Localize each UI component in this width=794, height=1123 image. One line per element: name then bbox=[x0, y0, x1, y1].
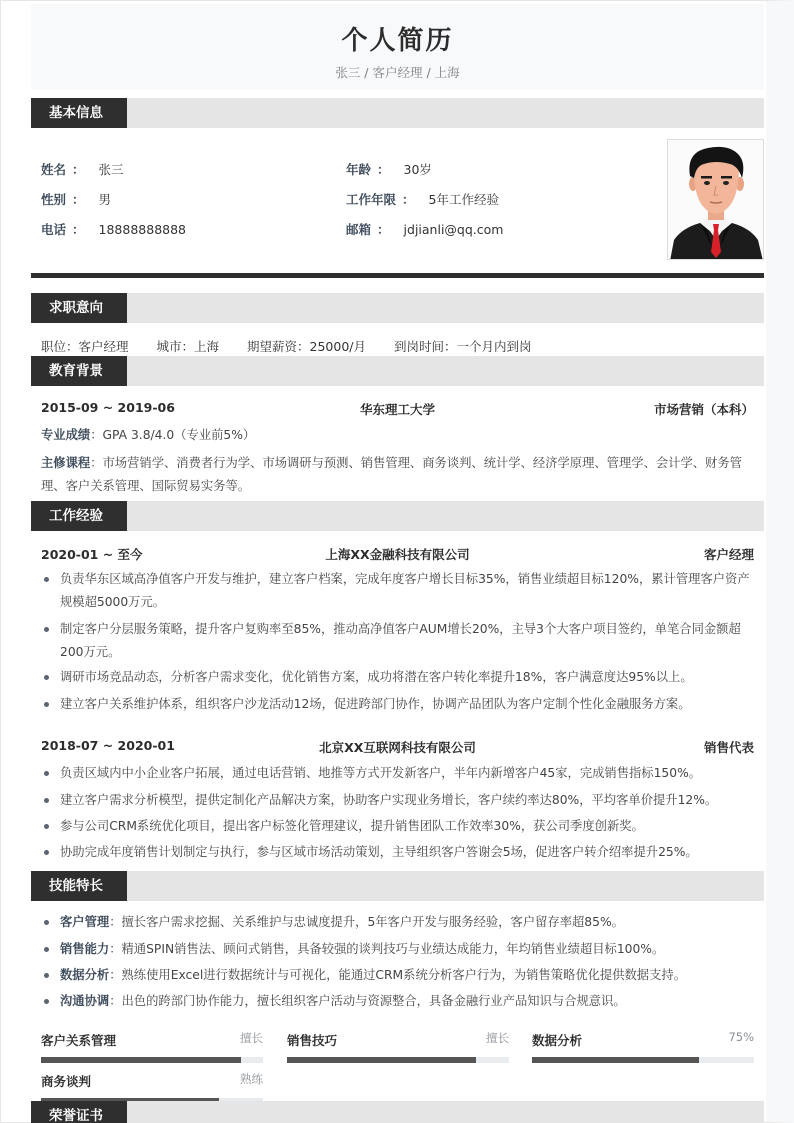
work-role: 销售代表 bbox=[703, 740, 754, 755]
skill-bar-fill bbox=[287, 1057, 476, 1063]
field-value: 张三 bbox=[98, 162, 124, 177]
courses-value: ：市场营销学、消费者行为学、市场调研与预测、销售管理、商务谈判、统计学、经济学原理、管理学、会计学、财务管理、客户关系管理、国际贸易实务等。 bbox=[41, 456, 742, 493]
work-header bbox=[41, 545, 754, 563]
section-basic-info bbox=[31, 98, 764, 128]
skill-bar-fill bbox=[532, 1057, 699, 1063]
education-school: 华东理工大学 bbox=[359, 402, 435, 417]
job-intent-row bbox=[41, 337, 560, 355]
field-email bbox=[346, 221, 503, 239]
divider bbox=[31, 273, 764, 278]
work-period: 2018-07 ~ 2020-01 bbox=[41, 738, 175, 753]
skill-bar-name: 数据分析 bbox=[532, 1033, 583, 1048]
section-education bbox=[31, 356, 764, 386]
work-bullet: 负责区域内中小企业客户拓展，通过电话营销、地推等方式开发新客户，半年内新增客户45家，完成销售指标150%。 bbox=[41, 762, 756, 785]
intent-position: 职位：客户经理 bbox=[41, 339, 129, 354]
skill-bar-fill bbox=[41, 1057, 241, 1063]
section-honors bbox=[31, 1101, 764, 1123]
skill-bar bbox=[41, 1071, 263, 1090]
skill-bar-track bbox=[287, 1057, 509, 1063]
skill-bar-level: 擅长 bbox=[486, 1031, 509, 1045]
skill-bar-track bbox=[41, 1057, 263, 1063]
field-value: 18888888888 bbox=[98, 222, 187, 237]
gpa-value: ：GPA 3.8/4.0（专业前5%） bbox=[90, 428, 256, 442]
work-bullet: 建立客户关系维护体系，组织客户沙龙活动12场，促进跨部门协作，协调产品团队为客户定制个性化金融服务方案。 bbox=[41, 693, 756, 716]
education-header bbox=[41, 400, 754, 415]
skill-text: ：熟练使用Excel进行数据统计与可视化，能通过CRM系统分析客户行为，为销售策略优化提供数据支持。 bbox=[109, 968, 686, 982]
education-major: 市场营销（本科） bbox=[653, 402, 754, 417]
field-label: 邮箱 bbox=[346, 222, 372, 237]
skill-label: 沟通协调 bbox=[60, 994, 110, 1008]
colon: ： bbox=[377, 162, 390, 177]
avatar bbox=[667, 139, 764, 260]
field-phone bbox=[41, 221, 186, 239]
skill-bar-name: 销售技巧 bbox=[287, 1033, 338, 1048]
field-value: 30岁 bbox=[403, 162, 432, 177]
education-period: 2015-09 ~ 2019-06 bbox=[41, 400, 175, 415]
skill-label: 客户管理 bbox=[60, 915, 110, 929]
intent-arrival: 到岗时间：一个月内到岗 bbox=[394, 339, 532, 354]
skill-bar-level: 75% bbox=[728, 1030, 754, 1044]
work-bullet: 制定客户分层服务策略，提升客户复购率至85%，推动高净值客户AUM增长20%，主导3个大客户项目签约，单笔合同金额超200万元。 bbox=[41, 618, 756, 663]
courses-label: 主修课程 bbox=[41, 456, 91, 470]
work-header bbox=[41, 738, 754, 753]
section-title: 求职意向 bbox=[31, 293, 127, 323]
field-value: 男 bbox=[98, 192, 112, 207]
skill-bar-level: 熟练 bbox=[240, 1072, 263, 1086]
section-skills bbox=[31, 871, 764, 901]
colon: ： bbox=[72, 222, 85, 237]
gpa-label: 专业成绩 bbox=[41, 428, 91, 442]
work-bullet: 建立客户需求分析模型，提供定制化产品解决方案，协助客户实现业务增长，客户续约率达80%，平均客单价提升12%。 bbox=[41, 789, 756, 812]
colon: ： bbox=[377, 222, 390, 237]
section-title: 基本信息 bbox=[31, 98, 127, 128]
work-role: 客户经理 bbox=[703, 547, 754, 562]
colon: ： bbox=[402, 192, 415, 207]
skill-item bbox=[41, 911, 756, 934]
field-work-years bbox=[346, 191, 499, 209]
section-work-experience bbox=[31, 501, 764, 531]
field-age bbox=[346, 161, 432, 179]
section-title: 技能特长 bbox=[31, 871, 127, 901]
skill-bar-name: 客户关系管理 bbox=[41, 1033, 117, 1048]
skill-label: 销售能力 bbox=[60, 942, 110, 956]
portrait-icon bbox=[668, 140, 764, 260]
skill-text: ：出色的跨部门协作能力，擅长组织客户活动与资源整合，具备金融行业产品知识与合规意识。 bbox=[109, 994, 626, 1008]
intent-city: 城市：上海 bbox=[156, 339, 220, 354]
skill-text: ：擅长客户需求挖掘、关系维护与忠诚度提升，5年客户开发与服务经验，客户留存率超85%。 bbox=[109, 915, 624, 929]
skill-item bbox=[41, 938, 756, 961]
work-bullet: 负责华东区域高净值客户开发与维护，建立客户档案，完成年度客户增长目标35%，销售业绩超目标120%，累计管理客户资产规模超5000万元。 bbox=[41, 568, 756, 613]
skill-bar bbox=[287, 1030, 509, 1049]
skill-bar-track bbox=[532, 1057, 754, 1063]
field-label: 姓名 bbox=[41, 162, 67, 177]
field-name bbox=[41, 161, 124, 179]
work-company: 上海XX金融科技有限公司 bbox=[325, 547, 470, 562]
skill-bar-name: 商务谈判 bbox=[41, 1074, 92, 1089]
field-label: 年龄 bbox=[346, 162, 372, 177]
education-courses bbox=[41, 452, 756, 497]
colon: ： bbox=[72, 162, 85, 177]
section-title: 荣誉证书 bbox=[31, 1101, 127, 1123]
field-value: 5年工作经验 bbox=[428, 192, 499, 207]
work-bullet: 协助完成年度销售计划制定与执行，参与区域市场活动策划，主导组织客户答谢会5场，促进客户转介绍率提升25%。 bbox=[41, 841, 756, 864]
skill-text: ：精通SPIN销售法、顾问式销售，具备较强的谈判技巧与业绩达成能力，年均销售业绩超目标100%。 bbox=[109, 942, 665, 956]
skill-bar bbox=[532, 1030, 754, 1049]
resume-header bbox=[31, 4, 764, 90]
section-job-intent bbox=[31, 293, 764, 323]
section-title: 工作经验 bbox=[31, 501, 127, 531]
field-label: 工作年限 bbox=[346, 192, 397, 207]
skill-item bbox=[41, 964, 756, 987]
skill-item bbox=[41, 990, 756, 1013]
field-value[interactable]: jdjianli@qq.com bbox=[403, 222, 504, 237]
work-bullet: 参与公司CRM系统优化项目，提出客户标签化管理建议，提升销售团队工作效率30%，获公司季度创新奖。 bbox=[41, 815, 756, 838]
skill-bar-level: 擅长 bbox=[240, 1031, 263, 1045]
skill-label: 数据分析 bbox=[60, 968, 110, 982]
page-subtitle: 张三 / 客户经理 / 上海 bbox=[335, 65, 460, 80]
education-gpa bbox=[41, 424, 756, 447]
work-period: 2020-01 ~ 至今 bbox=[41, 547, 143, 562]
page-title: 个人简历 bbox=[341, 26, 454, 56]
colon: ： bbox=[72, 192, 85, 207]
intent-salary: 期望薪资：25000/月 bbox=[247, 339, 367, 354]
field-gender bbox=[41, 191, 111, 209]
section-title: 教育背景 bbox=[31, 356, 127, 386]
field-label: 性别 bbox=[41, 192, 67, 207]
field-label: 电话 bbox=[41, 222, 67, 237]
work-company: 北京XX互联网科技有限公司 bbox=[319, 740, 476, 755]
skill-bar bbox=[41, 1030, 263, 1049]
work-bullet: 调研市场竞品动态，分析客户需求变化，优化销售方案，成功将潜在客户转化率提升18%，客户满意度达95%以上。 bbox=[41, 666, 756, 689]
